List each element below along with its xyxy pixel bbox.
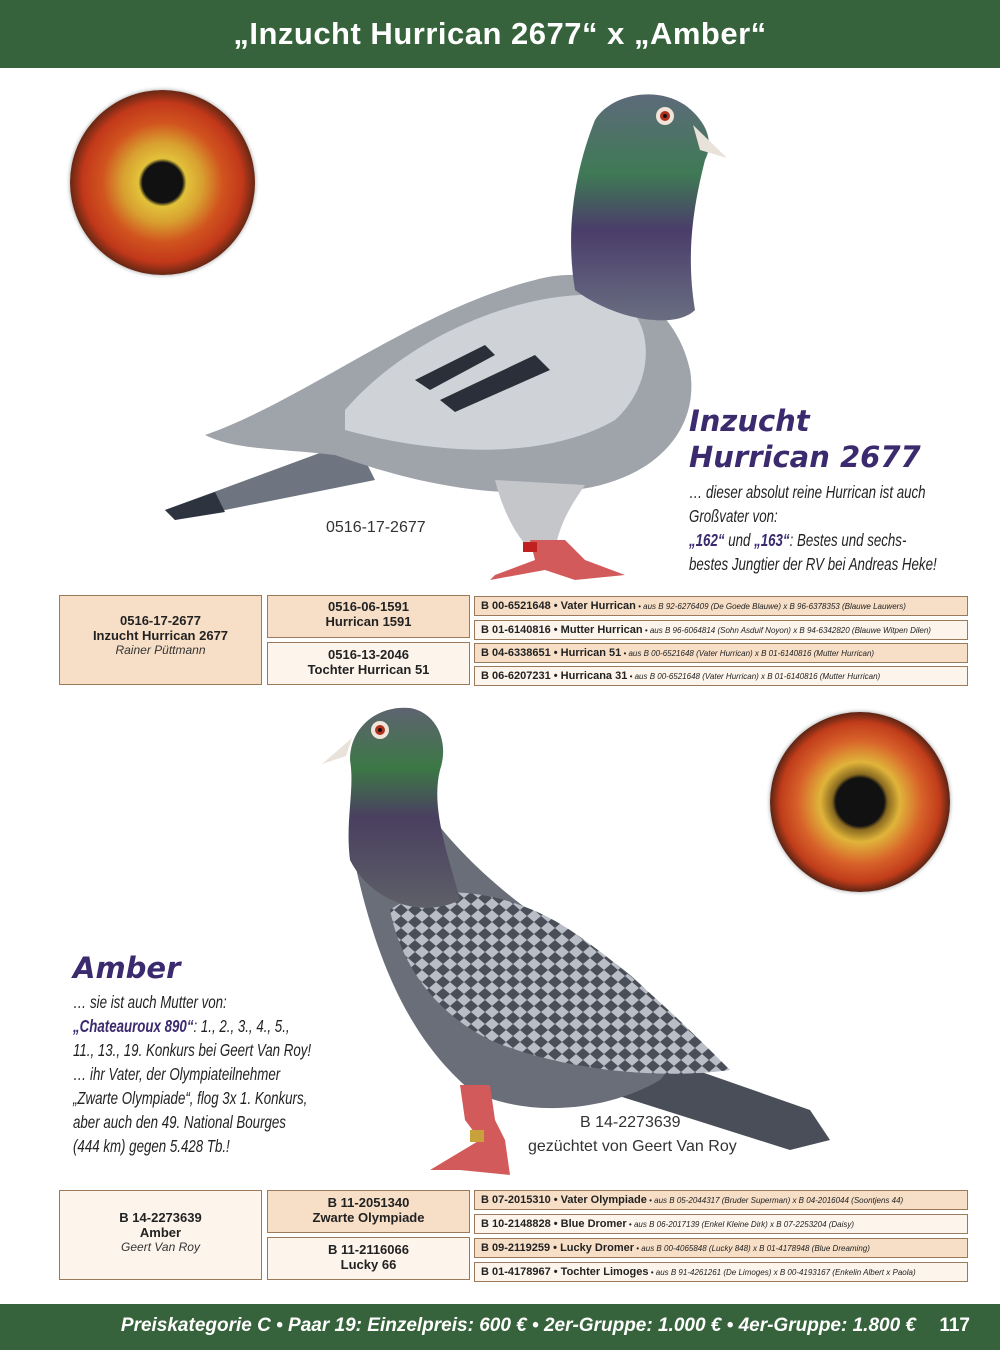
gp-detail: • aus B 00-4065848 (Lucky 848) x B 01-4178948 (Blue Dreaming) <box>634 1244 870 1253</box>
parent-ring: 0516-06-1591 <box>328 599 409 614</box>
parent-name: Hurrican 1591 <box>325 614 412 629</box>
description-hurrican <box>689 480 947 576</box>
desc-line: … ihr Vater, der Olympiateilnehmer <box>73 1064 281 1084</box>
gp-main: B 07-2015310 • Vater Olympiade <box>481 1194 647 1206</box>
gp-detail: • aus B 91-4261261 (De Limoges) x B 00-4193167 (Enkelin Albert x Paola) <box>648 1268 916 1277</box>
desc-line: Großvater von: <box>689 506 778 526</box>
grandparent-row <box>474 1238 968 1258</box>
parent-card-father <box>267 595 470 638</box>
desc-bold: „Chateauroux 890“ <box>73 1016 194 1036</box>
bird-name-line2: Hurrican 2677 <box>689 440 921 474</box>
gp-main: B 01-6140816 • Mutter Hurrican <box>481 624 643 636</box>
card-ring: B 14-2273639 <box>119 1210 202 1225</box>
grandparent-row <box>474 643 968 663</box>
desc-line: … dieser absolut reine Hurrican ist auch <box>689 482 926 502</box>
pedigree-card-hurrican <box>59 595 262 685</box>
breeder-caption-amber: gezüchtet von Geert Van Roy <box>528 1138 737 1155</box>
desc-line: aber auch den 49. National Bourges <box>73 1112 286 1132</box>
bird-name-line1: Inzucht <box>689 404 810 438</box>
parent-name: Tochter Hurrican 51 <box>307 662 430 677</box>
page-title: „Inzucht Hurrican 2677“ x „Amber“ <box>233 16 767 51</box>
ring-caption-hurrican: 0516-17-2677 <box>326 519 426 536</box>
parent-card-mother <box>267 642 470 685</box>
gp-detail: • aus B 05-2044317 (Bruder Superman) x B 04-2016044 (Soontjens 44) <box>646 1196 904 1205</box>
card-name: Amber <box>139 1225 182 1240</box>
gp-main: B 06-6207231 • Hurricana 31 <box>481 670 628 682</box>
pigeon-photo-hurrican <box>155 80 735 590</box>
desc-line <box>689 528 947 552</box>
pigeon-photo-amber <box>310 700 830 1190</box>
pedigree-card-amber <box>59 1190 262 1280</box>
grandparent-row <box>474 620 968 640</box>
desc-line: … sie ist auch Mutter von: <box>73 992 227 1012</box>
grandparent-row <box>474 1214 968 1234</box>
bird-name-hurrican <box>689 403 921 475</box>
gp-detail: • aus B 06-2017139 (Enkel Kleine Dirk) x B 07-2253204 (Daisy) <box>626 1220 855 1229</box>
ring-caption-amber: B 14-2273639 <box>580 1114 681 1131</box>
description-amber <box>73 990 347 1158</box>
desc-line <box>73 1014 347 1038</box>
gp-main: B 00-6521648 • Vater Hurrican <box>481 600 636 612</box>
gp-main: B 09-2119259 • Lucky Dromer <box>481 1242 635 1254</box>
desc-bold: „162“ <box>689 530 725 550</box>
page-header <box>0 0 1000 68</box>
page-footer <box>0 1304 1000 1350</box>
gp-main: B 01-4178967 • Tochter Limoges <box>481 1266 649 1278</box>
parent-ring: B 11-2116066 <box>328 1242 409 1257</box>
card-owner: Geert Van Roy <box>121 1240 200 1254</box>
card-ring: 0516-17-2677 <box>120 613 201 628</box>
grandparent-row <box>474 1190 968 1210</box>
grandparent-row <box>474 1262 968 1282</box>
price-info: Preiskategorie C • Paar 19: Einzelpreis: 600 € • 2er-Gruppe: 1.000 € • 4er-Gruppe: 1.800 € <box>120 1315 916 1336</box>
desc-line: „Zwarte Olympiade“, flog 3x 1. Konkurs, <box>73 1088 308 1108</box>
parent-card-father <box>267 1190 470 1233</box>
desc-line: 11., 13., 19. Konkurs bei Geert Van Roy! <box>73 1040 312 1060</box>
page-number: 117 <box>939 1315 970 1336</box>
gp-detail: • aus B 92-6276409 (De Goede Blauwe) x B 96-6378353 (Blauwe Lauwers) <box>635 602 906 611</box>
card-name: Inzucht Hurrican 2677 <box>92 628 229 643</box>
parent-name: Lucky 66 <box>340 1257 397 1272</box>
gp-detail: • aus B 00-6521648 (Vater Hurrican) x B 01-6140816 (Mutter Hurrican) <box>627 672 881 681</box>
grandparent-row <box>474 596 968 616</box>
desc-bold: „163“ <box>754 530 790 550</box>
grandparent-row <box>474 666 968 686</box>
parent-card-mother <box>267 1237 470 1280</box>
card-owner: Rainer Püttmann <box>115 643 206 657</box>
bird-name-amber: Amber <box>73 951 181 985</box>
gp-detail: • aus B 00-6521648 (Vater Hurrican) x B 01-6140816 (Mutter Hurrican) <box>621 649 875 658</box>
parent-ring: B 11-2051340 <box>327 1195 410 1210</box>
gp-main: B 10-2148828 • Blue Dromer <box>481 1218 627 1230</box>
desc-line: (444 km) gegen 5.428 Tb.! <box>73 1136 230 1156</box>
parent-ring: 0516-13-2046 <box>328 647 409 662</box>
gp-detail: • aus B 96-6064814 (Sohn Asduif Noyon) x B 94-6342820 (Blauwe Witpen Dilen) <box>642 626 931 635</box>
desc-text: : Bestes und sechs- <box>789 530 907 550</box>
desc-text: und <box>724 530 755 550</box>
parent-name: Zwarte Olympiade <box>312 1210 425 1225</box>
gp-main: B 04-6338651 • Hurrican 51 <box>481 647 622 659</box>
desc-text: : 1., 2., 3., 4., 5., <box>193 1016 290 1036</box>
desc-line: bestes Jungtier der RV bei Andreas Heke! <box>689 554 937 574</box>
